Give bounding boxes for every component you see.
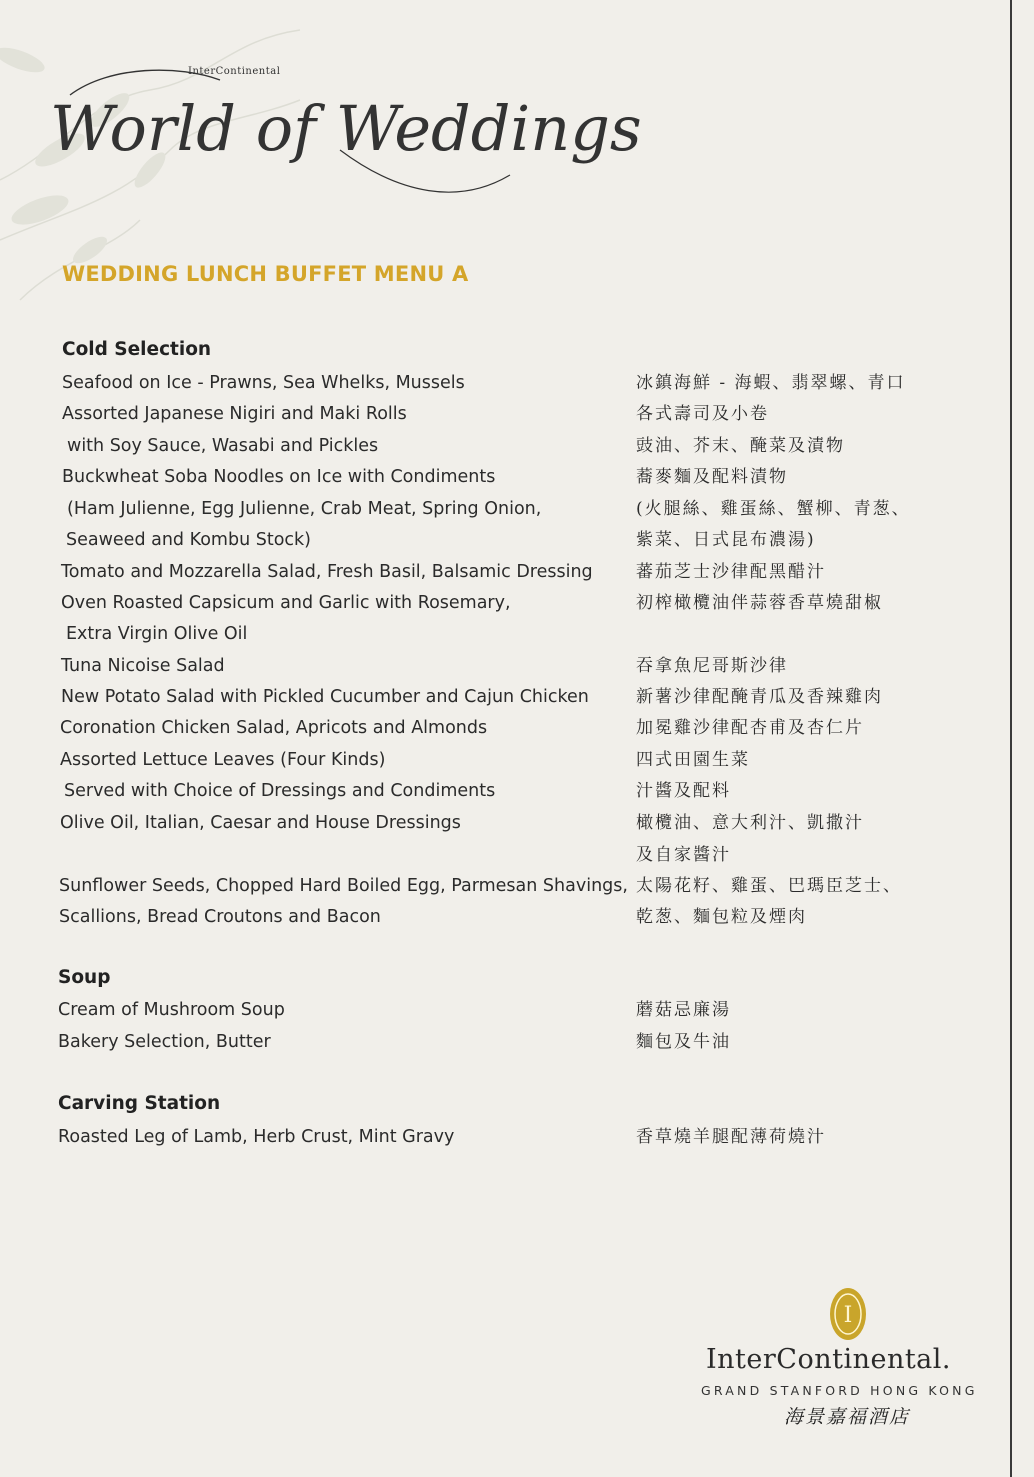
menu-item-chinese: 各式壽司及小卷 bbox=[636, 404, 769, 424]
menu-item bbox=[0, 843, 1034, 873]
menu-item-english: New Potato Salad with Pickled Cucumber and Cajun Chicken bbox=[61, 687, 589, 707]
menu-item-english: with Soy Sauce, Wasabi and Pickles bbox=[67, 436, 379, 456]
brand-small-caption: InterContinental bbox=[188, 66, 281, 77]
menu-item-english: Sunflower Seeds, Chopped Hard Boiled Egg, Parmesan Shavings, bbox=[59, 876, 628, 896]
menu-item-english: Extra Virgin Olive Oil bbox=[66, 624, 248, 644]
menu-item-chinese: 蕃茄芝士沙律配黑醋汁 bbox=[636, 562, 826, 582]
menu-item-chinese: 冰鎮海鮮 - 海蝦、翡翠螺、青口 bbox=[636, 373, 906, 393]
menu-item-chinese: 香草燒羊腿配薄荷燒汁 bbox=[636, 1127, 826, 1147]
menu-item-english: Coronation Chicken Salad, Apricots and Almonds bbox=[60, 718, 488, 738]
menu-item-chinese: 及自家醬汁 bbox=[636, 845, 731, 865]
menu-item bbox=[0, 622, 1034, 652]
menu-item bbox=[0, 528, 1034, 558]
menu-item bbox=[0, 371, 1034, 401]
menu-item-english: Bakery Selection, Butter bbox=[58, 1032, 271, 1052]
menu-item-english: Seaweed and Kombu Stock) bbox=[66, 530, 311, 550]
menu-item-chinese: 蕎麥麵及配料漬物 bbox=[636, 467, 788, 487]
menu-item-chinese: 四式田園生菜 bbox=[636, 750, 750, 770]
menu-item-chinese: 太陽花籽、雞蛋、巴瑪臣芝士、 bbox=[636, 876, 902, 896]
menu-item-english: (Ham Julienne, Egg Julienne, Crab Meat, Spring Onion, bbox=[67, 499, 542, 519]
menu-item bbox=[0, 497, 1034, 527]
menu-item-chinese: 橄欖油、意大利汁、凱撒汁 bbox=[636, 813, 864, 833]
menu-item-english: Cream of Mushroom Soup bbox=[58, 1000, 285, 1020]
menu-item bbox=[0, 716, 1034, 746]
menu-item-chinese: (火腿絲、雞蛋絲、蟹柳、青葱、 bbox=[636, 499, 911, 519]
menu-item bbox=[0, 560, 1034, 590]
menu-item-chinese: 蘑菇忌廉湯 bbox=[636, 1000, 731, 1020]
menu-item-english: Served with Choice of Dressings and Condiments bbox=[64, 781, 496, 801]
menu-item-english: Olive Oil, Italian, Caesar and House Dressings bbox=[60, 813, 461, 833]
section-heading-cold: Cold Selection bbox=[62, 339, 212, 360]
menu-item-chinese: 加冕雞沙律配杏甫及杏仁片 bbox=[636, 718, 864, 738]
hotel-location: GRAND STANFORD HONG KONG bbox=[701, 1383, 978, 1398]
menu-item-english: Roasted Leg of Lamb, Herb Crust, Mint Gravy bbox=[58, 1127, 455, 1147]
intercontinental-emblem-icon bbox=[828, 1286, 868, 1342]
menu-item bbox=[0, 874, 1034, 904]
emblem-letter: I bbox=[843, 1303, 853, 1328]
menu-item-english: Seafood on Ice - Prawns, Sea Whelks, Mussels bbox=[62, 373, 465, 393]
logo-script-text: World of Weddings bbox=[50, 92, 642, 165]
menu-item bbox=[0, 402, 1034, 432]
menu-item-english: Buckwheat Soba Noodles on Ice with Condiments bbox=[62, 467, 496, 487]
hotel-chinese-name: 海景嘉福酒店 bbox=[784, 1406, 911, 1428]
menu-item-chinese: 初榨橄欖油伴蒜蓉香草燒甜椒 bbox=[636, 593, 883, 613]
menu-item-chinese: 汁醬及配料 bbox=[636, 781, 731, 801]
menu-item-chinese: 麵包及牛油 bbox=[636, 1032, 731, 1052]
hotel-name: InterContinental. bbox=[706, 1344, 952, 1375]
menu-item bbox=[0, 998, 1034, 1028]
section-heading-carving: Carving Station bbox=[58, 1093, 221, 1114]
world-of-weddings-logo bbox=[40, 55, 642, 215]
menu-item-chinese: 紫菜、日式昆布濃湯) bbox=[636, 530, 816, 550]
menu-item bbox=[0, 591, 1034, 621]
menu-item bbox=[0, 685, 1034, 715]
menu-item bbox=[0, 1125, 1034, 1155]
menu-item-english: Tomato and Mozzarella Salad, Fresh Basil, Balsamic Dressing bbox=[61, 562, 593, 582]
menu-item-english: Oven Roasted Capsicum and Garlic with Rosemary, bbox=[61, 593, 511, 613]
menu-item-english: Tuna Nicoise Salad bbox=[61, 656, 225, 676]
menu-item bbox=[0, 811, 1034, 841]
menu-item-english: Assorted Japanese Nigiri and Maki Rolls bbox=[62, 404, 407, 424]
section-heading-soup: Soup bbox=[58, 967, 111, 988]
menu-item bbox=[0, 779, 1034, 809]
menu-item bbox=[0, 905, 1034, 935]
menu-item bbox=[0, 654, 1034, 684]
menu-item bbox=[0, 1030, 1034, 1060]
menu-item bbox=[0, 434, 1034, 464]
menu-item-chinese: 豉油、芥末、醃菜及漬物 bbox=[636, 436, 845, 456]
menu-item-english: Scallions, Bread Croutons and Bacon bbox=[59, 907, 381, 927]
menu-item bbox=[0, 748, 1034, 778]
menu-item-chinese: 新薯沙律配醃青瓜及香辣雞肉 bbox=[636, 687, 883, 707]
menu-title: WEDDING LUNCH BUFFET MENU A bbox=[62, 262, 469, 286]
menu-item-chinese: 乾葱、麵包粒及煙肉 bbox=[636, 907, 807, 927]
menu-item bbox=[0, 465, 1034, 495]
menu-item-english: Assorted Lettuce Leaves (Four Kinds) bbox=[60, 750, 386, 770]
menu-item-chinese: 吞拿魚尼哥斯沙律 bbox=[636, 656, 788, 676]
